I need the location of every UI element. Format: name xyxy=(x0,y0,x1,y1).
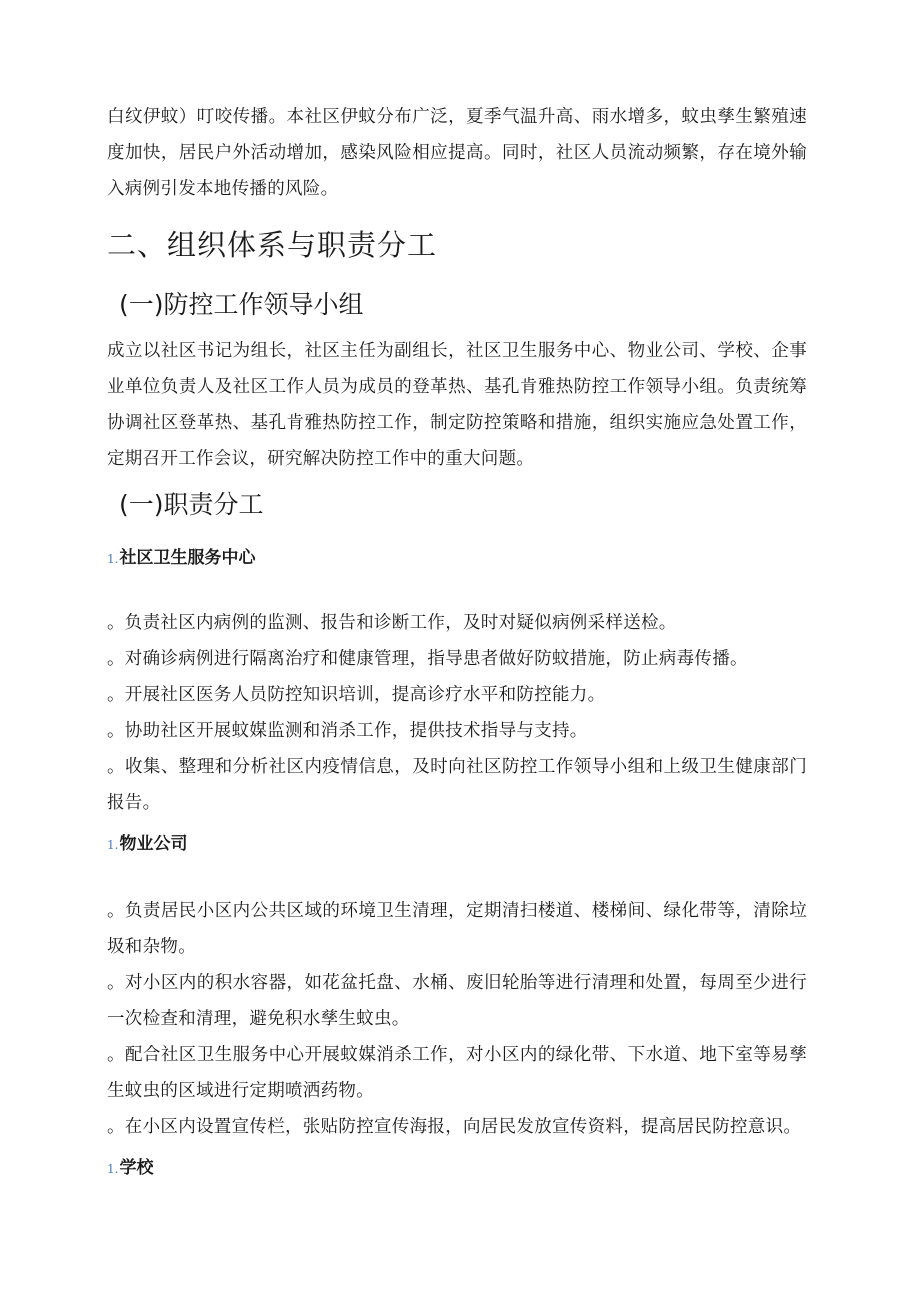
unit-heading-property xyxy=(107,831,187,858)
unit-heading-school xyxy=(107,1155,153,1182)
list-item: 。协助社区开展蚊媒监测和消杀工作，提供技术指导与支持。 xyxy=(107,721,588,741)
list-item: 。配合社区卫生服务中心开展蚊媒消杀工作，对小区内的绿化带、下水道、地下室等易孳生蚊虫的区域进行定期喷洒药物。 xyxy=(107,1045,807,1101)
list-item: 。负责社区内病例的监测、报告和诊断工作，及时对疑似病例采样送检。 xyxy=(107,613,677,633)
unit-heading-label: 社区卫生服务中心 xyxy=(119,548,256,568)
list-number: 1. xyxy=(107,838,119,852)
list-item: 。开展社区医务人员防控知识培训，提高诊疗水平和防控能力。 xyxy=(107,685,606,705)
subsection-title-duties: (一)职责分工 xyxy=(119,490,264,519)
list-item: 。对小区内的积水容器，如花盆托盘、水桶、废旧轮胎等进行清理和处置，每周至少进行一次检查和清理，避免积水孳生蚊虫。 xyxy=(107,973,807,1029)
list-number: 1. xyxy=(107,552,119,566)
list-item: 。对确诊病例进行隔离治疗和健康管理，指导患者做好防蚊措施，防止病毒传播。 xyxy=(107,649,748,669)
subsection-title-leadership: (一)防控工作领导小组 xyxy=(119,290,364,319)
list-item: 。在小区内设置宣传栏，张贴防控宣传海报，向居民发放宣传资料，提高居民防控意识。 xyxy=(107,1117,802,1137)
unit-heading-label: 学校 xyxy=(119,1158,154,1178)
leadership-paragraph: 成立以社区书记为组长，社区主任为副组长，社区卫生服务中心、物业公司、学校、企事业单位负责人及社区工作人员为成员的登革热、基孔肯雅热防控工作领导小组。负责统筹协调社区登革热、基孔肯雅热防控工作，制定防控策略和措施，组织实施应急处置工作，定期召开工作会议，研究解决防控工作中的重大问题。 xyxy=(107,341,807,469)
list-number: 1. xyxy=(107,1162,119,1176)
unit-heading-health-center xyxy=(107,545,255,572)
list-item: 。收集、整理和分析社区内疫情信息，及时向社区防控工作领导小组和上级卫生健康部门报告。 xyxy=(107,757,807,813)
list-item: 。负责居民小区内公共区域的环境卫生清理，定期清扫楼道、楼梯间、绿化带等，清除垃圾和杂物。 xyxy=(107,901,807,957)
unit-heading-label: 物业公司 xyxy=(119,834,188,854)
section-title: 二、组织体系与职责分工 xyxy=(107,228,438,262)
intro-paragraph: 白纹伊蚊）叮咬传播。本社区伊蚊分布广泛，夏季气温升高、雨水增多，蚊虫孳生繁殖速度加快，居民户外活动增加，感染风险相应提高。同时，社区人员流动频繁，存在境外输入病例引发本地传播的风险。 xyxy=(107,107,807,199)
